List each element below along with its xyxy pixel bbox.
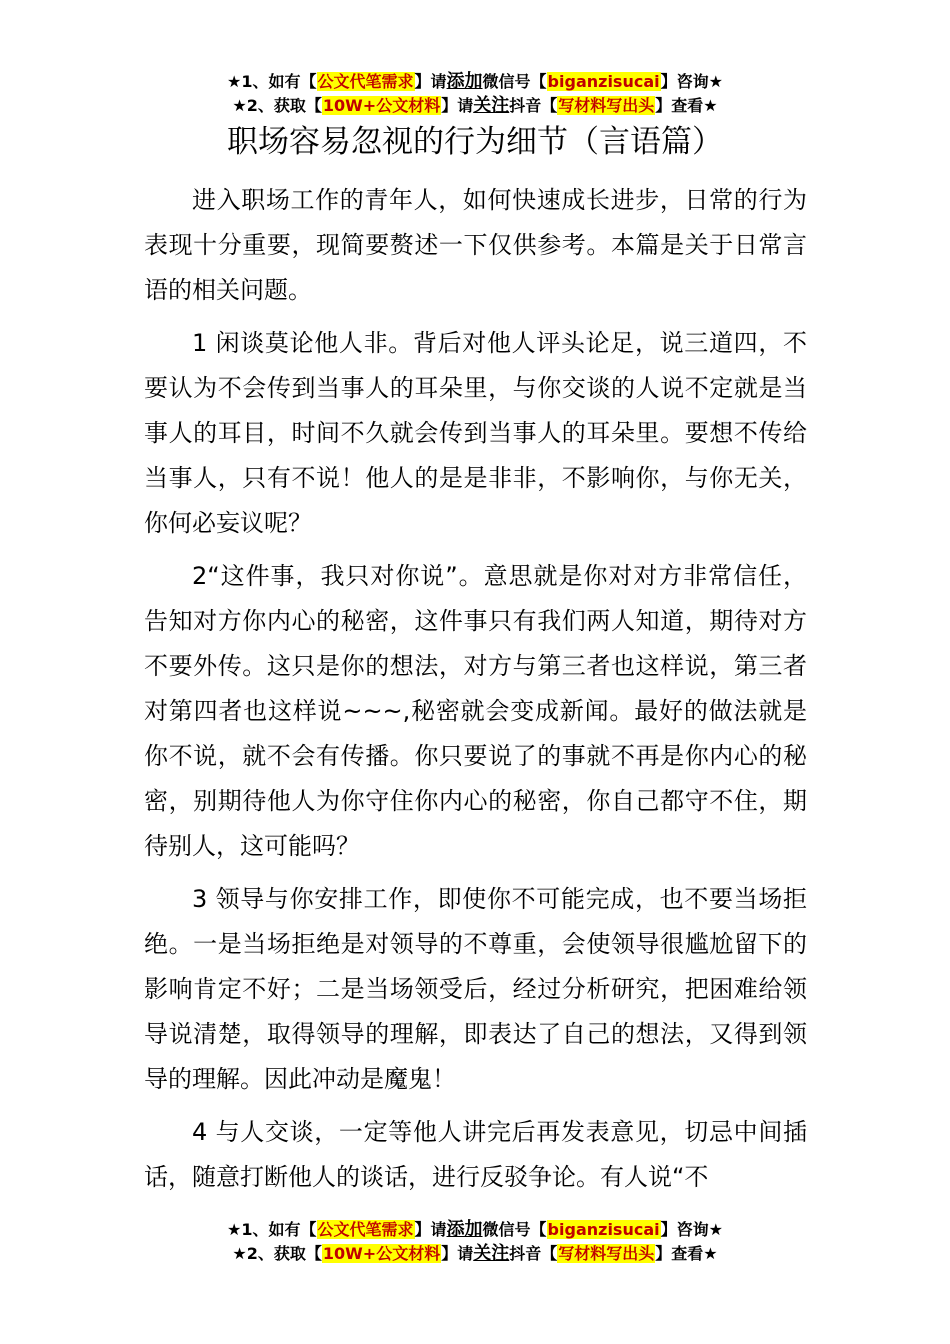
banner-douyin-id: 写材料写出头	[558, 96, 655, 115]
paragraph-intro: 进入职场工作的青年人，如何快速成长进步，日常的行为表现十分重要，现简要赘述一下仅供参考。本篇是关于日常言语的相关问题。	[144, 186, 807, 304]
banner-wechat-id: biganzisucai	[547, 72, 660, 91]
banner-text: 】请	[414, 1220, 447, 1239]
banner-text: 抖音【	[509, 96, 558, 115]
banner-emphasis: 添加	[446, 1219, 483, 1240]
document-body	[144, 178, 807, 1208]
banner-text: 】请	[441, 1244, 474, 1263]
banner-highlight: 公文代笔需求	[317, 72, 414, 91]
paragraph-4: 4 与人交谈，一定等他人讲完后再发表意见，切忌中间插话，随意打断他人的谈话，进行反驳争论。有人说“不	[144, 1118, 807, 1191]
banner-wechat-id: biganzisucai	[547, 1220, 660, 1239]
banner-douyin-id: 写材料写出头	[558, 1244, 655, 1263]
banner-highlight: 10W+公文材料	[322, 96, 441, 115]
document-title: 职场容易忽视的行为细节（言语篇）	[227, 124, 723, 160]
banner-highlight: 10W+公文材料	[322, 1244, 441, 1263]
banner-text: 微信号【	[482, 72, 547, 91]
banner-line-2	[0, 94, 950, 118]
banner-text: 】咨询★	[660, 72, 723, 91]
banner-text: ★1、如有【	[227, 72, 317, 91]
banner-text: 】查看★	[655, 1244, 718, 1263]
banner-line-2	[0, 1242, 950, 1266]
banner-text: ★1、如有【	[227, 1220, 317, 1239]
banner-text: 】请	[441, 96, 474, 115]
paragraph-2: 2“这件事，我只对你说”。意思就是你对对方非常信任，告知对方你内心的秘密，这件事只有我们两人知道，期待对方不要外传。这只是你的想法，对方与第三者也这样说，第三者对第四者也这样说~~~,秘密就会变成新闻。最好的做法就是你不说，就不会有传播。你只要说了的事就不再是你内心的秘密，别期待他人为你守住你内心的秘密，你自己都守不住，期待别人，这可能吗？	[144, 562, 807, 860]
paragraph-3: 3 领导与你安排工作，即使你不可能完成，也不要当场拒绝。一是当场拒绝是对领导的不尊重，会使领导很尴尬留下的影响肯定不好；二是当场领受后，经过分析研究，把困难给领导说清楚，取得领导的理解，即表达了自己的想法，又得到领导的理解。因此冲动是魔鬼！	[144, 885, 807, 1093]
banner-text: ★2、获取【	[232, 96, 322, 115]
banner-text: ★2、获取【	[232, 1244, 322, 1263]
banner-line-1	[0, 1218, 950, 1242]
banner-emphasis: 关注	[473, 95, 510, 116]
banner-highlight: 公文代笔需求	[317, 1220, 414, 1239]
paragraph-1: 1 闲谈莫论他人非。背后对他人评头论足，说三道四，不要认为不会传到当事人的耳朵里，与你交谈的人说不定就是当事人的耳目，时间不久就会传到当事人的耳朵里。要想不传给当事人，只有不说！他人的是是非非，不影响你，与你无关，你何必妄议呢？	[144, 329, 807, 537]
header-banner	[0, 70, 950, 118]
banner-text: 】请	[414, 72, 447, 91]
banner-text: 微信号【	[482, 1220, 547, 1239]
banner-text: 抖音【	[509, 1244, 558, 1263]
footer-banner	[0, 1218, 950, 1266]
banner-emphasis: 添加	[446, 71, 483, 92]
banner-emphasis: 关注	[473, 1243, 510, 1264]
banner-text: 】查看★	[655, 96, 718, 115]
banner-line-1	[0, 70, 950, 94]
banner-text: 】咨询★	[660, 1220, 723, 1239]
